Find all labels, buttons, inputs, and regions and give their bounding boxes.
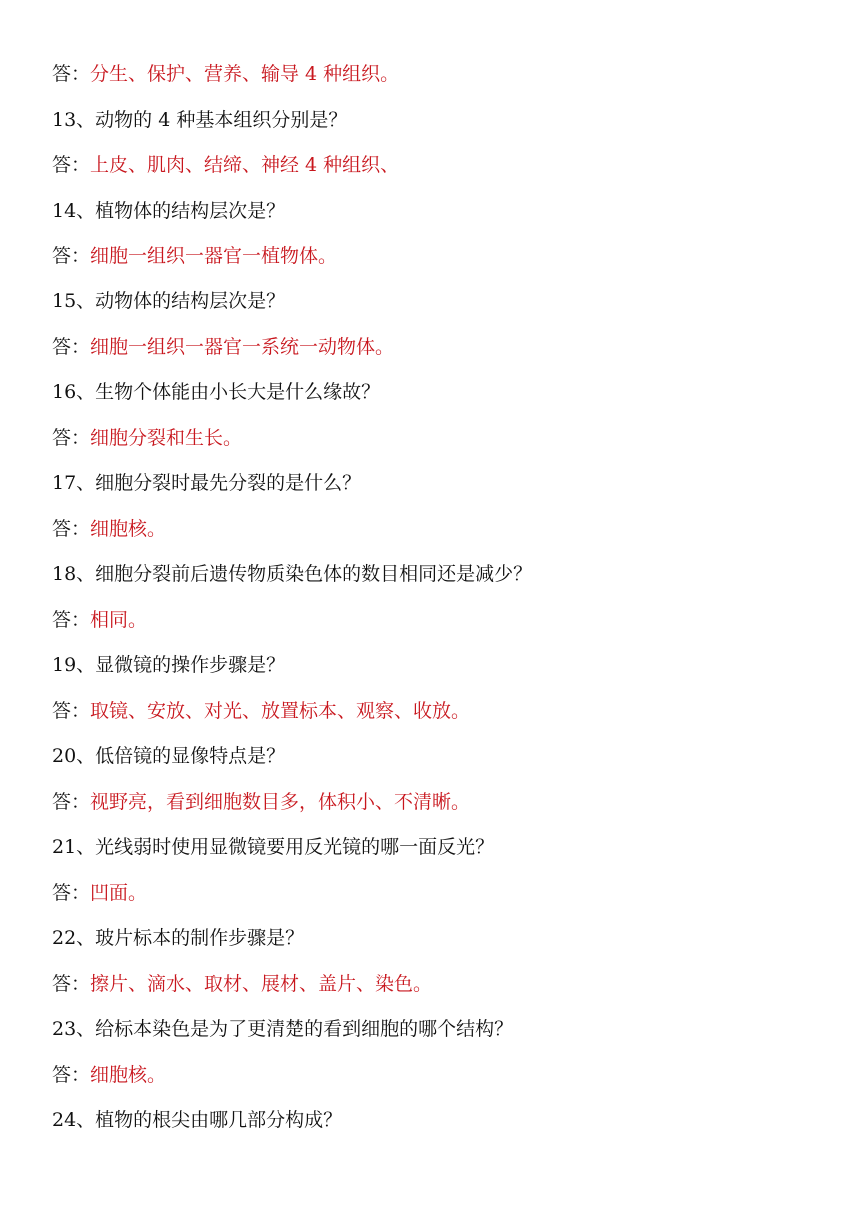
answer-prefix: 答： (52, 700, 91, 722)
answer-text: 细胞一组织一器官一植物体。 (90, 245, 338, 267)
answer-prefix: 答： (52, 882, 91, 904)
answer-text: 细胞分裂和生长。 (90, 427, 243, 449)
answer-line (52, 58, 844, 90)
question-line: 24、植物的根尖由哪几部分构成？ (52, 1109, 343, 1131)
question-line: 18、细胞分裂前后遗传物质染色体的数目相同还是减少？ (52, 563, 533, 585)
answer-text: 细胞核。 (90, 518, 167, 540)
answer-line (52, 877, 844, 909)
answer-prefix: 答： (52, 791, 91, 813)
answer-line (52, 149, 844, 181)
answer-prefix: 答： (52, 1064, 91, 1086)
answer-text: 上皮、肌肉、结缔、神经 4 种组织、 (90, 154, 400, 176)
answer-text: 细胞一组织一器官一系统一动物体。 (90, 336, 395, 358)
answer-prefix: 答： (52, 245, 91, 267)
answer-prefix: 答： (52, 427, 91, 449)
answer-line (52, 1059, 844, 1091)
question-line: 14、植物体的结构层次是？ (52, 200, 286, 222)
answer-prefix: 答： (52, 154, 91, 176)
answer-line (52, 968, 844, 1000)
answer-prefix: 答： (52, 63, 91, 85)
question-line: 15、动物体的结构层次是？ (52, 290, 286, 312)
question-line: 20、低倍镜的显像特点是？ (52, 745, 286, 767)
answer-prefix: 答： (52, 518, 91, 540)
answer-text: 凹面。 (90, 882, 148, 904)
question-line: 17、细胞分裂时最先分裂的是什么？ (52, 472, 362, 494)
question-line: 19、显微镜的操作步骤是？ (52, 654, 286, 676)
answer-text: 取镜、安放、对光、放置标本、观察、收放。 (90, 700, 471, 722)
question-line: 22、玻片标本的制作步骤是？ (52, 927, 305, 949)
answer-text: 相同。 (90, 609, 148, 631)
answer-text: 分生、保护、营养、输导 4 种组织。 (90, 63, 400, 85)
answer-text: 视野亮，看到细胞数目多，体积小、不清晰。 (90, 791, 471, 813)
answer-line (52, 422, 844, 454)
answer-text: 擦片、滴水、取材、展材、盖片、染色。 (90, 973, 433, 995)
question-line: 16、生物个体能由小长大是什么缘故？ (52, 381, 381, 403)
answer-text: 细胞核。 (90, 1064, 167, 1086)
answer-prefix: 答： (52, 609, 91, 631)
answer-line (52, 513, 844, 545)
answer-line (52, 604, 844, 636)
answer-line (52, 240, 844, 272)
answer-line (52, 786, 844, 818)
answer-line (52, 331, 844, 363)
question-line: 23、给标本染色是为了更清楚的看到细胞的哪个结构？ (52, 1018, 514, 1040)
answer-prefix: 答： (52, 973, 91, 995)
question-line: 13、动物的 4 种基本组织分别是？ (52, 109, 348, 131)
question-line: 21、光线弱时使用显微镜要用反光镜的哪一面反光？ (52, 836, 495, 858)
answer-prefix: 答： (52, 336, 91, 358)
answer-line (52, 695, 844, 727)
